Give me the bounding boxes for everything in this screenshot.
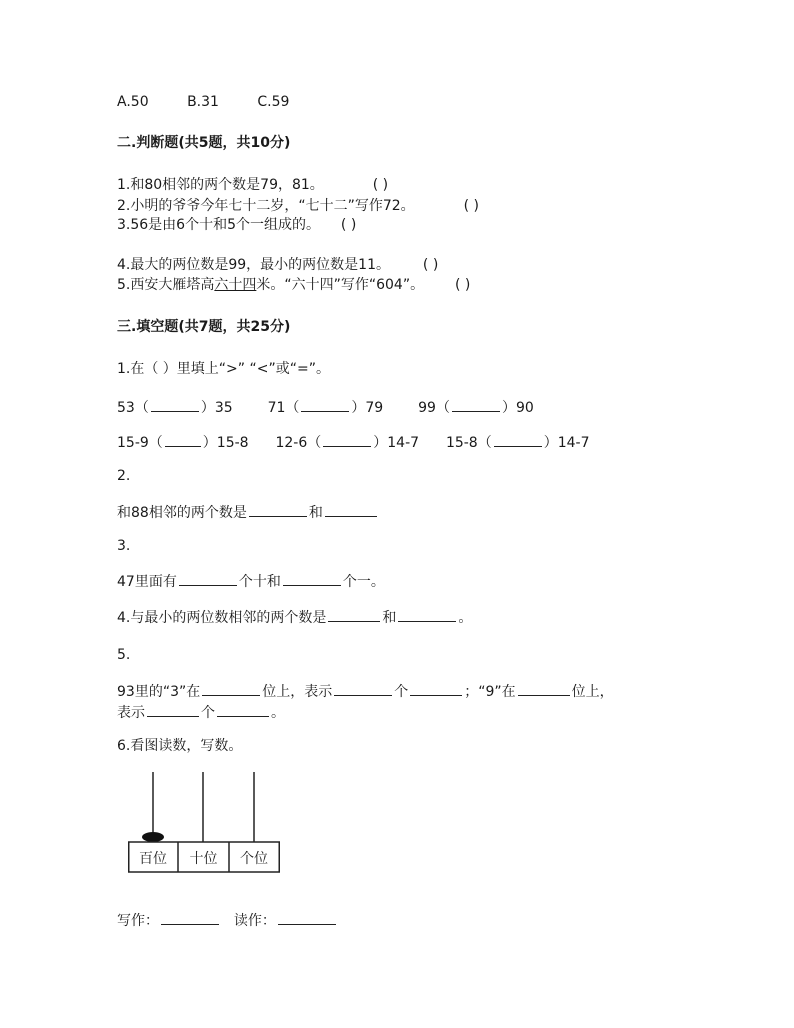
write-blank[interactable] (161, 910, 219, 925)
compare-blank[interactable] (301, 397, 349, 412)
option-a[interactable]: A.50 (117, 94, 149, 110)
option-b[interactable]: B.31 (187, 94, 219, 110)
fill-q5-line2 (117, 702, 285, 722)
compare-blank[interactable] (151, 397, 199, 412)
q3-text: 个一。 (342, 574, 385, 590)
abacus-label-tens: 十位 (189, 851, 218, 867)
compare-blank[interactable] (452, 397, 500, 412)
q5-text: 位上，表示 (262, 684, 333, 700)
abacus-label-hundreds: 百位 (139, 851, 167, 867)
q4-text: 4.与最小的两位数相邻的两个数是 (117, 610, 327, 626)
compare-blank[interactable] (494, 432, 542, 447)
compare-blank[interactable] (323, 432, 371, 447)
judge-answer-bracket[interactable]: ( ) (372, 177, 389, 193)
answer-blank[interactable] (179, 571, 237, 586)
answer-blank[interactable] (328, 607, 380, 622)
option-c[interactable]: C.59 (257, 94, 290, 110)
compare-right: ）14-7 (543, 435, 590, 451)
fill-q4 (117, 607, 472, 627)
compare-left: 15-9（ (117, 435, 163, 451)
abacus-bead (142, 832, 164, 842)
abacus-label-ones: 个位 (240, 851, 268, 867)
compare-left: 15-8（ (445, 435, 492, 451)
q5-text: 。 (271, 705, 285, 721)
q5-text: ；“9”在 (464, 684, 516, 700)
section3-heading: 三.填空题(共7题，共25分) (117, 319, 291, 335)
q4-text: 和 (382, 610, 397, 626)
q5-text: 个 (394, 684, 409, 700)
judge-item-text: 5.西安大雁塔高 (117, 277, 215, 293)
choice-options (117, 93, 323, 111)
fill-q5-line1 (117, 681, 614, 701)
compare-left: 99（ (418, 400, 450, 416)
compare-right: ）35 (200, 400, 233, 416)
read-blank[interactable] (278, 910, 336, 925)
fill-q2 (117, 502, 379, 522)
fill-q6-answers (117, 910, 338, 930)
q4-text: 。 (458, 610, 473, 626)
compare-left: 12-6（ (275, 435, 322, 451)
q2-text: 和88相邻的两个数是 (117, 505, 247, 521)
fill-q1-row1 (117, 397, 534, 417)
compare-right: ）79 (351, 400, 384, 416)
fill-q2-number: 2. (117, 468, 131, 484)
fill-q5-number: 5. (117, 647, 131, 663)
q5-text: 93里的“3”在 (117, 684, 201, 700)
judge-item-3 (117, 216, 356, 234)
q2-text: 和 (308, 505, 323, 521)
answer-blank[interactable] (283, 571, 341, 586)
answer-blank[interactable] (147, 702, 199, 717)
judge-answer-bracket[interactable]: ( ) (340, 217, 357, 233)
abacus-figure (128, 772, 280, 874)
fill-q1-row2 (117, 432, 590, 452)
compare-left: 71（ (267, 400, 300, 416)
judge-item-text: 3.56是由6个十和5个一组成的。 (117, 217, 320, 233)
judge-answer-bracket[interactable]: ( ) (463, 198, 479, 214)
fill-q1-prompt: 1.在（ ）里填上“>” “<”或“=”。 (117, 361, 330, 377)
answer-blank[interactable] (202, 681, 260, 696)
judge-item-text: 米。“六十四”写作“604”。 (256, 277, 425, 293)
q3-text: 47里面有 (117, 574, 177, 590)
q3-text: 个十和 (238, 574, 281, 590)
answer-blank[interactable] (410, 681, 462, 696)
judge-item-text: 4.最大的两位数是99，最小的两位数是11。 (117, 257, 390, 273)
judge-item-4 (117, 256, 438, 274)
answer-blank[interactable] (398, 607, 456, 622)
answer-blank[interactable] (249, 502, 307, 517)
q5-text: 表示 (117, 705, 145, 721)
read-label: 读作： (233, 913, 276, 929)
q5-text: 位上， (571, 684, 614, 700)
judge-item-text: 1.和80相邻的两个数是79，81。 (117, 177, 324, 193)
fill-q3 (117, 571, 385, 591)
judge-item-1 (117, 176, 388, 194)
compare-blank[interactable] (165, 432, 201, 447)
compare-right: ）90 (501, 400, 534, 416)
judge-item-2 (117, 197, 479, 215)
answer-blank[interactable] (518, 681, 570, 696)
answer-blank[interactable] (325, 502, 377, 517)
answer-blank[interactable] (217, 702, 269, 717)
answer-blank[interactable] (334, 681, 392, 696)
fill-q6-prompt: 6.看图读数，写数。 (117, 738, 243, 754)
fill-q3-number: 3. (117, 538, 131, 554)
compare-right: ）15-8 (202, 435, 249, 451)
compare-right: ）14-7 (373, 435, 420, 451)
judge-item-underlined: 六十四 (214, 277, 257, 293)
q5-text: 个 (201, 705, 215, 721)
judge-item-text: 2.小明的爷爷今年七十二岁，“七十二”写作72。 (117, 198, 415, 214)
section2-heading: 二.判断题(共5题，共10分) (117, 135, 291, 151)
judge-item-5 (117, 276, 470, 294)
judge-answer-bracket[interactable]: ( ) (455, 277, 471, 293)
compare-left: 53（ (117, 400, 149, 416)
judge-answer-bracket[interactable]: ( ) (422, 257, 439, 273)
write-label: 写作： (117, 913, 159, 929)
